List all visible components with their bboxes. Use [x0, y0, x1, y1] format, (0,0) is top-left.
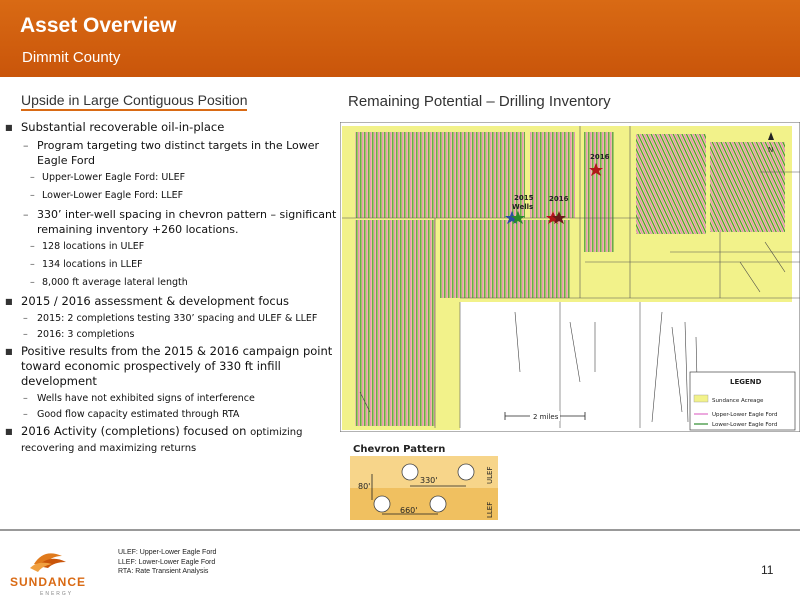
- scale-label: 2 miles: [533, 413, 559, 421]
- bullet-2016-completions: – 2016: 3 completions: [5, 328, 343, 341]
- bullet-no-interference: – Wells have not exhibited signs of interference: [5, 392, 343, 405]
- sun-icon: [30, 553, 66, 572]
- label-2015: 2015: [514, 194, 534, 202]
- slide-header: [0, 0, 800, 77]
- well-block-n-center: [530, 132, 575, 218]
- north-label: N: [768, 146, 774, 154]
- well-block-sw: [355, 220, 435, 426]
- legend-title: LEGEND: [730, 378, 762, 386]
- chevron-ulef-label: ULEF: [486, 466, 494, 484]
- bullet-2015-completions: – 2015: 2 completions testing 330’ spacing and ULEF & LLEF: [5, 312, 343, 325]
- bullet-2016-activity-lead: 2016 Activity (completions) focused on: [21, 424, 251, 438]
- bullet-flow-capacity: – Good flow capacity estimated through RTA: [5, 408, 343, 421]
- bullet-ulef: – Upper-Lower Eagle Ford: ULEF: [5, 171, 343, 184]
- footnote-rta: RTA: Rate Transient Analysis: [118, 568, 209, 575]
- bullet-llef-locations: – 134 locations in LLEF: [5, 258, 343, 271]
- bullet-list: [5, 120, 343, 459]
- page-number: 11: [761, 563, 774, 577]
- well-block-n-strip: [584, 132, 614, 252]
- map-legend: [690, 372, 795, 430]
- bullet-assessment: ■ 2015 / 2016 assessment & development focus: [5, 294, 343, 309]
- well-block-e-diagonal: [710, 142, 785, 232]
- logo-text: SUNDANCE: [10, 575, 87, 589]
- left-section-title: Upside in Large Contiguous Position: [21, 92, 247, 111]
- legend-ulef: Upper-Lower Eagle Ford: [712, 412, 778, 418]
- dim-660-label: 660': [400, 506, 418, 515]
- bullet-spacing: – 330’ inter-well spacing in chevron pattern – significant remaining inventory +260 locations.: [5, 207, 343, 237]
- label-wells: Wells: [512, 203, 534, 211]
- well-block-ne-diagonal: [636, 134, 706, 234]
- bullet-positive-results: ■ Positive results from the 2015 & 2016 campaign point toward economic prospectively of 330 ft infill development: [5, 344, 343, 389]
- chevron-llef-label: LLEF: [486, 501, 494, 518]
- chevron-well-llef-right: [430, 496, 446, 512]
- footnote-llef: LLEF: Lower-Lower Eagle Ford: [118, 558, 216, 566]
- slide-title: Asset Overview: [20, 14, 177, 37]
- sundance-logo: [4, 542, 99, 598]
- bullet-lateral-length: – 8,000 ft average lateral length: [5, 276, 343, 289]
- chevron-well-ulef-right: [458, 464, 474, 480]
- bullet-2016-activity-tail: optimizing recovering and maximizing returns: [21, 427, 303, 454]
- legend-llef: Lower-Lower Eagle Ford: [712, 422, 778, 428]
- footnote-ulef: ULEF: Upper-Lower Eagle Ford: [118, 549, 217, 556]
- footnotes: [118, 548, 216, 577]
- bullet-2016-activity: [5, 424, 343, 456]
- chevron-well-llef-left: [374, 496, 390, 512]
- well-block-center: [440, 220, 570, 298]
- label-2016-top: 2016: [590, 153, 610, 161]
- footer-divider: [0, 529, 800, 531]
- dim-80-label: 80': [358, 482, 371, 491]
- bullet-ulef-locations: – 128 locations in ULEF: [5, 240, 343, 253]
- bullet-two-targets: – Program targeting two distinct targets in the Lower Eagle Ford: [5, 138, 343, 168]
- chevron-pattern-diagram: [350, 456, 498, 520]
- drilling-inventory-map: [340, 122, 800, 432]
- bullet-llef: – Lower-Lower Eagle Ford: LLEF: [5, 189, 343, 202]
- well-block-nw: [355, 132, 525, 218]
- legend-acreage: Sundance Acreage: [712, 398, 764, 404]
- label-2016-mid: 2016: [549, 195, 569, 203]
- chevron-pattern-label: Chevron Pattern: [353, 444, 446, 455]
- chevron-well-ulef-left: [402, 464, 418, 480]
- right-section-title: Remaining Potential – Drilling Inventory: [348, 93, 611, 110]
- slide-subtitle: Dimmit County: [22, 49, 121, 66]
- bullet-oil-in-place: ■ Substantial recoverable oil-in-place: [5, 120, 343, 135]
- logo-subtext: ENERGY: [40, 591, 74, 597]
- dim-330-label: 330': [420, 476, 438, 485]
